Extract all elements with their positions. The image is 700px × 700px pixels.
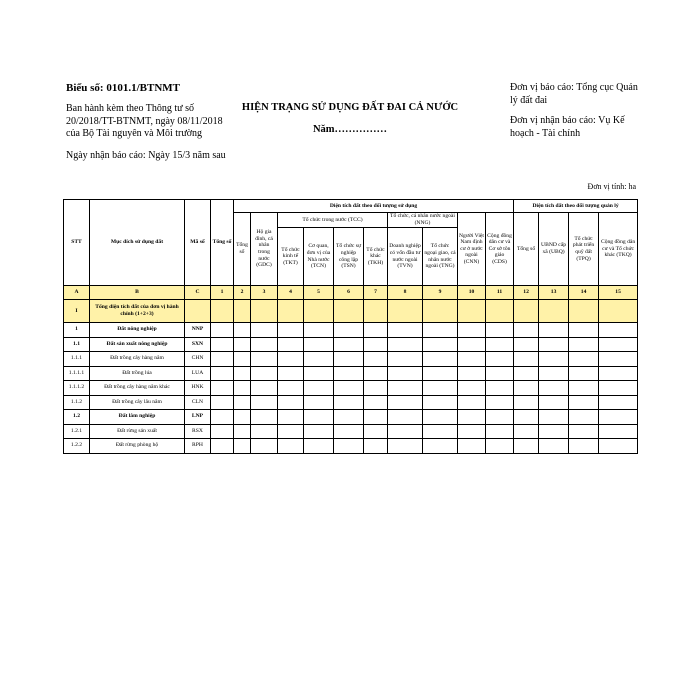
value-cell: [364, 410, 388, 425]
table-row: [64, 366, 638, 381]
value-cell: [539, 381, 569, 396]
column-index-cell: 3: [251, 286, 278, 300]
value-cell: [388, 410, 423, 425]
value-cell: [334, 300, 364, 323]
value-cell: [423, 366, 458, 381]
header-purpose: Mục đích sử dụng đất: [90, 200, 185, 286]
value-cell: [423, 352, 458, 367]
value-cell: [514, 337, 539, 352]
value-cell: [234, 439, 251, 454]
value-cell: [234, 323, 251, 338]
value-cell: [251, 395, 278, 410]
row-stt: I: [64, 300, 90, 323]
issued-by-text: Ban hành kèm theo Thông tư số 20/2018/TT-BTNMT, ngày 08/11/2018 của Bộ Tài nguyên và Môi trường: [66, 103, 223, 139]
value-cell: [539, 337, 569, 352]
column-index-cell: 14: [569, 286, 599, 300]
value-cell: [234, 395, 251, 410]
row-stt: 1.2.2: [64, 439, 90, 454]
column-index-cell: 13: [539, 286, 569, 300]
value-cell: [211, 337, 234, 352]
value-cell: [458, 395, 486, 410]
value-cell: [304, 439, 334, 454]
value-cell: [211, 439, 234, 454]
value-cell: [539, 424, 569, 439]
page-title: HIỆN TRẠNG SỬ DỤNG ĐẤT ĐAI CẢ NƯỚC: [241, 102, 459, 113]
value-cell: [514, 366, 539, 381]
value-cell: [423, 323, 458, 338]
value-cell: [569, 352, 599, 367]
row-code: CHN: [185, 352, 211, 367]
value-cell: [539, 366, 569, 381]
value-cell: [599, 424, 638, 439]
value-cell: [486, 323, 514, 338]
value-cell: [569, 300, 599, 323]
value-cell: [304, 395, 334, 410]
header-nng-group: Tổ chức, cá nhân nước ngoài (NNG): [388, 213, 458, 228]
value-cell: [486, 337, 514, 352]
value-cell: [388, 323, 423, 338]
header-tsn: Tổ chức sự nghiệp công lập (TSN): [334, 228, 364, 286]
value-cell: [486, 300, 514, 323]
table-row: [64, 337, 638, 352]
value-cell: [423, 439, 458, 454]
value-cell: [364, 439, 388, 454]
column-index-row: [64, 286, 638, 300]
row-purpose: Đất rừng phòng hộ: [90, 439, 185, 454]
receiving-unit: Đơn vị nhận báo cáo: Vụ Kế hoạch - Tài chính: [510, 115, 625, 139]
value-cell: [234, 300, 251, 323]
report-year: Năm……………: [312, 124, 388, 135]
value-cell: [423, 410, 458, 425]
value-cell: [251, 410, 278, 425]
table-row: [64, 424, 638, 439]
value-cell: [458, 410, 486, 425]
header-ubq: UBND cấp xã (UBQ): [539, 213, 569, 286]
value-cell: [388, 381, 423, 396]
header-tkt: Tổ chức kinh tế (TKT): [278, 228, 304, 286]
row-code: HNK: [185, 381, 211, 396]
value-cell: [423, 395, 458, 410]
row-purpose: Đất trồng cây hàng năm khác: [90, 381, 185, 396]
value-cell: [423, 381, 458, 396]
row-stt: 1.1.1.1: [64, 366, 90, 381]
value-cell: [278, 323, 304, 338]
value-cell: [251, 381, 278, 396]
row-stt: 1.1: [64, 337, 90, 352]
unit-of-measure: Đơn vị tính: ha: [587, 182, 636, 191]
value-cell: [211, 424, 234, 439]
value-cell: [539, 352, 569, 367]
row-stt: 1.1.1: [64, 352, 90, 367]
value-cell: [514, 424, 539, 439]
column-index-cell: B: [90, 286, 185, 300]
header-total-area: Tổng số: [211, 200, 234, 286]
value-cell: [388, 352, 423, 367]
header-group-by-manager: Diện tích đất theo đối tượng quản lý: [514, 200, 638, 213]
column-index-cell: 4: [278, 286, 304, 300]
value-cell: [599, 300, 638, 323]
value-cell: [211, 381, 234, 396]
value-cell: [599, 381, 638, 396]
value-cell: [486, 352, 514, 367]
value-cell: [569, 337, 599, 352]
row-purpose: Đất sản xuất nông nghiệp: [90, 337, 185, 352]
value-cell: [234, 366, 251, 381]
column-index-cell: A: [64, 286, 90, 300]
value-cell: [364, 323, 388, 338]
value-cell: [211, 352, 234, 367]
value-cell: [364, 395, 388, 410]
value-cell: [364, 366, 388, 381]
header-tkh: Tổ chức khác (TKH): [364, 228, 388, 286]
value-cell: [539, 439, 569, 454]
column-index-cell: 12: [514, 286, 539, 300]
value-cell: [539, 323, 569, 338]
row-code: LUA: [185, 366, 211, 381]
reporting-unit: Đơn vị báo cáo: Tổng cục Quản lý đất đai: [510, 82, 638, 106]
value-cell: [234, 410, 251, 425]
value-cell: [234, 352, 251, 367]
value-cell: [486, 395, 514, 410]
value-cell: [599, 323, 638, 338]
table-row: [64, 352, 638, 367]
column-index-cell: 15: [599, 286, 638, 300]
row-code: LNP: [185, 410, 211, 425]
value-cell: [364, 352, 388, 367]
row-code: CLN: [185, 395, 211, 410]
value-cell: [211, 410, 234, 425]
value-cell: [569, 381, 599, 396]
value-cell: [599, 439, 638, 454]
row-stt: 1.1.1.2: [64, 381, 90, 396]
value-cell: [388, 300, 423, 323]
value-cell: [514, 300, 539, 323]
header-tng: Tổ chức ngoại giao, cá nhân nước ngoài (TNG): [423, 228, 458, 286]
value-cell: [388, 337, 423, 352]
table-row: [64, 395, 638, 410]
value-cell: [278, 439, 304, 454]
row-purpose: Đất trồng lúa: [90, 366, 185, 381]
row-code: RSX: [185, 424, 211, 439]
value-cell: [278, 424, 304, 439]
value-cell: [423, 424, 458, 439]
value-cell: [364, 300, 388, 323]
value-cell: [304, 366, 334, 381]
value-cell: [514, 352, 539, 367]
value-cell: [278, 300, 304, 323]
value-cell: [599, 337, 638, 352]
column-index-cell: 8: [388, 286, 423, 300]
value-cell: [458, 337, 486, 352]
header-tcn: Cơ quan, đơn vị của Nhà nước (TCN): [304, 228, 334, 286]
value-cell: [388, 366, 423, 381]
value-cell: [514, 323, 539, 338]
row-code: [185, 300, 211, 323]
column-index-cell: 10: [458, 286, 486, 300]
header-group-by-user: Diện tích đất theo đối tượng sử dụng: [234, 200, 514, 213]
value-cell: [514, 395, 539, 410]
value-cell: [334, 352, 364, 367]
value-cell: [458, 366, 486, 381]
value-cell: [539, 410, 569, 425]
value-cell: [486, 410, 514, 425]
value-cell: [599, 410, 638, 425]
header-tvn: Doanh nghiệp có vốn đầu tư nước ngoài (TVN): [388, 228, 423, 286]
value-cell: [458, 352, 486, 367]
value-cell: [251, 352, 278, 367]
row-purpose: Đất lâm nghiệp: [90, 410, 185, 425]
value-cell: [486, 424, 514, 439]
value-cell: [334, 381, 364, 396]
value-cell: [234, 381, 251, 396]
value-cell: [569, 410, 599, 425]
value-cell: [486, 366, 514, 381]
value-cell: [304, 410, 334, 425]
value-cell: [458, 323, 486, 338]
table-row: [64, 410, 638, 425]
header-gdc: Hộ gia đình, cá nhân trong nước (GDC): [251, 213, 278, 286]
value-cell: [539, 395, 569, 410]
value-cell: [514, 381, 539, 396]
value-cell: [514, 439, 539, 454]
value-cell: [458, 439, 486, 454]
column-index-cell: 1: [211, 286, 234, 300]
value-cell: [278, 410, 304, 425]
value-cell: [278, 395, 304, 410]
value-cell: [334, 323, 364, 338]
table-row: [64, 323, 638, 338]
value-cell: [569, 424, 599, 439]
value-cell: [304, 300, 334, 323]
value-cell: [569, 439, 599, 454]
column-index-cell: 5: [304, 286, 334, 300]
header-cnn: Người Việt Nam định cư ở nước ngoài (CNN): [458, 213, 486, 286]
value-cell: [569, 323, 599, 338]
value-cell: [458, 381, 486, 396]
value-cell: [278, 381, 304, 396]
row-code: RPH: [185, 439, 211, 454]
column-index-cell: 9: [423, 286, 458, 300]
value-cell: [304, 323, 334, 338]
value-cell: [364, 424, 388, 439]
receive-date-text: Ngày nhận báo cáo: Ngày 15/3 năm sau: [66, 150, 226, 161]
column-index-cell: 6: [334, 286, 364, 300]
header-stt: STT: [64, 200, 90, 286]
row-purpose: Tổng diện tích đất của đơn vị hành chính (1+2+3): [90, 300, 185, 323]
value-cell: [569, 395, 599, 410]
value-cell: [423, 337, 458, 352]
form-code: Biểu số: 0101.1/BTNMT: [66, 82, 180, 94]
table-row: [64, 439, 638, 454]
header-tpq: Tổ chức phát triển quỹ đất (TPQ): [569, 213, 599, 286]
value-cell: [251, 424, 278, 439]
value-cell: [486, 381, 514, 396]
header-cds: Cộng đồng dân cư và Cơ sở tôn giáo (CDS): [486, 213, 514, 286]
value-cell: [251, 300, 278, 323]
value-cell: [514, 410, 539, 425]
row-stt: 1: [64, 323, 90, 338]
value-cell: [599, 366, 638, 381]
value-cell: [234, 424, 251, 439]
table-row: [64, 300, 638, 323]
value-cell: [334, 439, 364, 454]
column-index-cell: 11: [486, 286, 514, 300]
value-cell: [234, 337, 251, 352]
column-index-cell: C: [185, 286, 211, 300]
value-cell: [599, 352, 638, 367]
value-cell: [388, 395, 423, 410]
value-cell: [364, 381, 388, 396]
value-cell: [278, 352, 304, 367]
value-cell: [211, 323, 234, 338]
header-mgr-total: Tổng số: [514, 213, 539, 286]
header-code: Mã số: [185, 200, 211, 286]
row-stt: 1.1.2: [64, 395, 90, 410]
row-purpose: Đất nông nghiệp: [90, 323, 185, 338]
land-use-table: [63, 199, 638, 454]
header-user-total: Tổng số: [234, 213, 251, 286]
row-code: SXN: [185, 337, 211, 352]
row-purpose: Đất rừng sản xuất: [90, 424, 185, 439]
column-index-cell: 2: [234, 286, 251, 300]
value-cell: [304, 381, 334, 396]
value-cell: [599, 395, 638, 410]
value-cell: [304, 424, 334, 439]
row-stt: 1.2.1: [64, 424, 90, 439]
value-cell: [388, 439, 423, 454]
value-cell: [539, 300, 569, 323]
value-cell: [334, 424, 364, 439]
value-cell: [211, 395, 234, 410]
value-cell: [251, 323, 278, 338]
value-cell: [423, 300, 458, 323]
value-cell: [278, 337, 304, 352]
value-cell: [458, 300, 486, 323]
column-index-cell: 7: [364, 286, 388, 300]
value-cell: [304, 352, 334, 367]
value-cell: [251, 337, 278, 352]
row-purpose: Đất trồng cây lâu năm: [90, 395, 185, 410]
value-cell: [334, 395, 364, 410]
value-cell: [364, 337, 388, 352]
header-tkq: Cộng đồng dân cư và Tổ chức khác (TKQ): [599, 213, 638, 286]
value-cell: [569, 366, 599, 381]
value-cell: [251, 439, 278, 454]
value-cell: [334, 366, 364, 381]
value-cell: [388, 424, 423, 439]
row-code: NNP: [185, 323, 211, 338]
value-cell: [334, 337, 364, 352]
value-cell: [211, 300, 234, 323]
value-cell: [334, 410, 364, 425]
value-cell: [278, 366, 304, 381]
value-cell: [211, 366, 234, 381]
table-row: [64, 381, 638, 396]
value-cell: [251, 366, 278, 381]
row-stt: 1.2: [64, 410, 90, 425]
value-cell: [486, 439, 514, 454]
value-cell: [458, 424, 486, 439]
value-cell: [304, 337, 334, 352]
header-tcc-group: Tổ chức trong nước (TCC): [278, 213, 388, 228]
row-purpose: Đất trồng cây hàng năm: [90, 352, 185, 367]
